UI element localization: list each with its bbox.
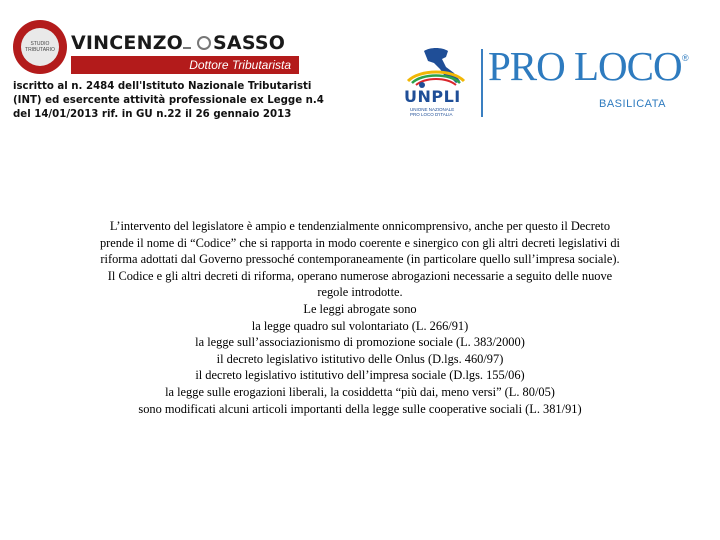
logo-subtitle: Dottore Tributarista (71, 56, 299, 74)
text-line: la legge quadro sul volontariato (L. 266/91) (251, 318, 469, 333)
seal-inner (21, 28, 59, 66)
seal-text-1: STUDIO (30, 41, 50, 47)
name-last: SASSO (213, 32, 286, 54)
description-line: del 14/01/2013 rif. in GU n.22 il 26 gennaio 2013 (13, 109, 292, 120)
main-text (58, 218, 662, 417)
proloco-logo (402, 45, 702, 125)
proloco-brand: PRO LOCO (488, 43, 682, 89)
text-line: prende il nome di “Codice” che si rapporta in modo coerente e sinergico con gli altri decreti legislativi di (99, 235, 620, 250)
seal-text-2: TRIBUTARIO (25, 47, 55, 53)
text-line: Il Codice e gli altri decreti di riforma, operano numerose abrogazioni necessarie a seguito delle nuove (107, 268, 613, 283)
name-first: VINCENZO (71, 32, 184, 54)
description-line: iscritto al n. 2484 dell'Istituto Nazionale Tributaristi (13, 81, 312, 92)
text-line: regole introdotte. (317, 285, 403, 300)
studio-seal-icon (13, 20, 67, 74)
unpli-sub-line: PRO LOCO D'ITALIA (410, 112, 453, 117)
logo-name (71, 32, 285, 54)
description-line: (INT) ed esercente attività professionale ex Legge n.4 (13, 95, 324, 106)
text-line: sono modificati alcuni articoli importanti della legge sulle cooperative sociali (L. 381/91) (138, 401, 582, 416)
vincenzo-sasso-logo (13, 20, 324, 125)
registered-mark: ® (682, 53, 689, 63)
unpli-subtitle (410, 107, 454, 117)
text-line: Le leggi abrogate sono (303, 301, 417, 316)
underscore-mark (183, 47, 191, 49)
logo-divider (481, 49, 483, 117)
logo-description (13, 80, 324, 122)
region-label: BASILICATA (599, 98, 666, 110)
text-line: il decreto legislativo istitutivo delle Onlus (D.lgs. 460/97) (216, 351, 504, 366)
ring-icon (197, 36, 211, 50)
text-line: riforma adottati dal Governo pressoché contemporaneamente (in particolare quello sull’impresa sociale). (100, 252, 620, 267)
text-line: L’intervento del legislatore è ampio e tendenzialmente onnicomprensivo, anche per questo il Decreto (109, 219, 611, 233)
unpli-label: UNPLI (404, 87, 461, 106)
text-line: la legge sulle erogazioni liberali, la cosiddetta “più dai, meno versi” (L. 80/05) (165, 384, 555, 399)
unpli-sub-line: UNIONE NAZIONALE (410, 107, 455, 112)
text-line: il decreto legislativo istitutivo dell’impresa sociale (D.lgs. 155/06) (195, 368, 525, 383)
text-line: la legge sull’associazionismo di promozione sociale (L. 383/2000) (195, 335, 525, 350)
